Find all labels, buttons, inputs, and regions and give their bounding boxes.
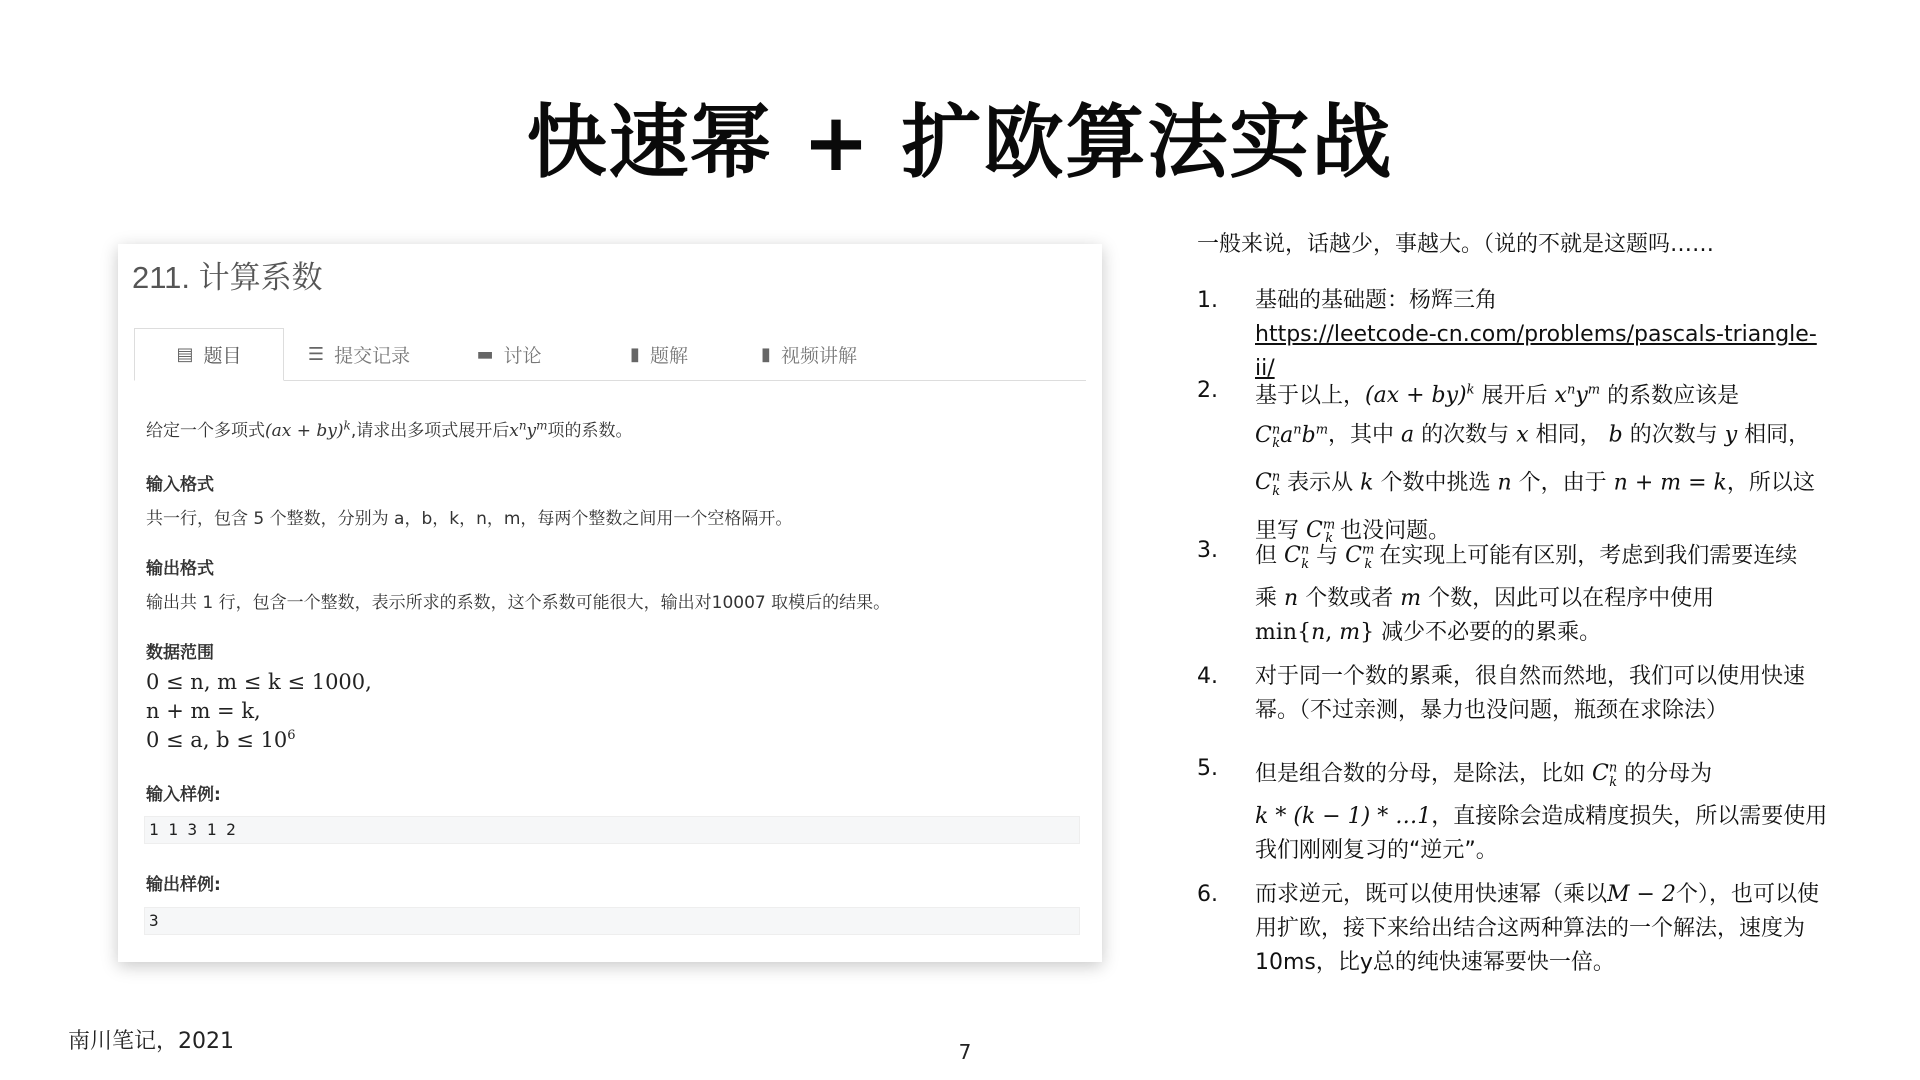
notes-intro: 一般来说，话越少，事越大。（说的不就是这题吗…… [1197, 232, 1715, 257]
output-format-heading: 输出格式 [146, 559, 214, 579]
output-format-text: 输出共 1 行，包含一个整数，表示所求的系数，这个系数可能很大，输出对10007 取模后的结果。 [146, 593, 891, 613]
problem-title: 211. 计算系数 [132, 260, 323, 295]
footer-credit: 南川笔记，2021 [68, 1029, 234, 1054]
tab-label: 题目 [203, 345, 242, 367]
range-line: n + m = k, [146, 699, 261, 723]
document-icon: ▤ [176, 344, 194, 365]
problem-tabs [134, 328, 1086, 381]
tab-label: 提交记录 [334, 344, 411, 367]
book-icon: ▮ [630, 343, 640, 365]
range-heading: 数据范围 [146, 643, 214, 663]
chat-icon: ▬ [476, 343, 494, 365]
page-number: 7 [958, 1040, 972, 1064]
list-icon: ☰ [307, 343, 325, 365]
sample-output-box: 3 [144, 907, 1080, 935]
tab-label: 题解 [649, 344, 688, 367]
book-icon: ▮ [761, 343, 771, 365]
tab-video[interactable] [734, 328, 884, 380]
input-format-heading: 输入格式 [146, 475, 214, 495]
input-format-text: 共一行，包含 5 个整数，分别为 a，b，k，n，m，每两个整数之间用一个空格隔开。 [146, 509, 793, 529]
tab-submissions[interactable] [284, 328, 434, 380]
pascals-triangle-link[interactable]: https://leetcode-cn.com/problems/pascals-triangle-ii/ [1255, 322, 1817, 381]
tab-solutions[interactable] [584, 328, 734, 380]
sample-output-heading: 输出样例: [146, 875, 221, 895]
tab-problem[interactable] [134, 328, 284, 381]
tab-label: 视频讲解 [780, 344, 857, 367]
range-line: 0 ≤ a, $b \le 10^6$ [146, 728, 296, 752]
sample-input-box: 1 1 3 1 2 [144, 816, 1080, 844]
tab-label: 讨论 [503, 344, 542, 367]
tab-discussion[interactable] [434, 328, 584, 380]
slide-title: 快速幂 + 扩欧算法实战 [526, 96, 1394, 189]
math-poly: (ax + by) [265, 421, 344, 441]
problem-description: 给定一个多项式(ax + by)$^k$,请求出多项式展开后$x^ny^m$项的系数。 [146, 418, 633, 441]
range-line: 0 ≤ n, m ≤ k ≤ 1000, [146, 670, 372, 694]
problem-screenshot-card [118, 244, 1102, 962]
sample-input-heading: 输入样例: [146, 785, 221, 805]
